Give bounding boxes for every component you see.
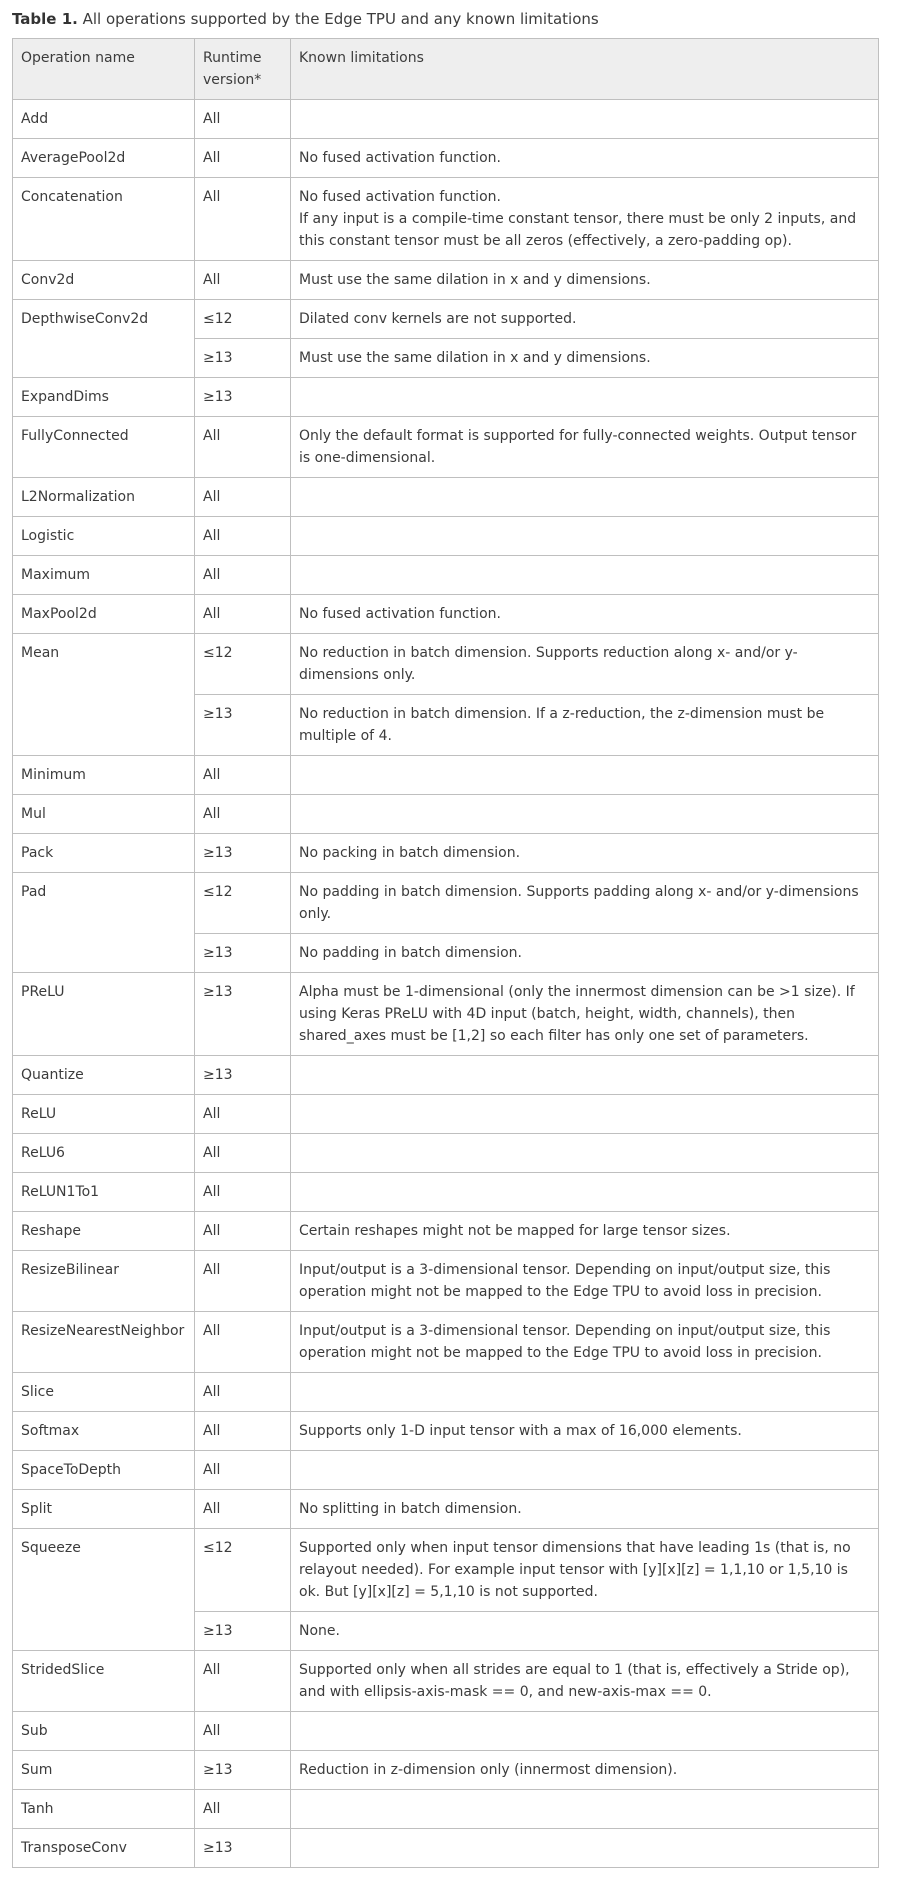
runtime-version-cell: All (195, 1412, 291, 1451)
known-limitations-cell (291, 1373, 879, 1412)
known-limitations-cell: Supported only when all strides are equal to 1 (that is, effectively a Stride op), and with ellipsis-axis-mask == 0, and new-axis-max == 0. (291, 1651, 879, 1712)
known-limitations-cell: Supports only 1-D input tensor with a max of 16,000 elements. (291, 1412, 879, 1451)
operation-name-cell: Mean (13, 634, 195, 756)
table-row (13, 1056, 879, 1095)
runtime-version-cell: All (195, 139, 291, 178)
table-header-row (13, 39, 879, 100)
table-row (13, 100, 879, 139)
known-limitations-cell: Alpha must be 1-dimensional (only the innermost dimension can be >1 size). If using Keras PReLU with 4D input (batch, height, width, channels), then shared_axes must be [1,2] so each filter has only one set of parameters. (291, 973, 879, 1056)
known-limitations-cell (291, 378, 879, 417)
known-limitations-cell (291, 478, 879, 517)
runtime-version-cell: ≥13 (195, 934, 291, 973)
table-caption-text: All operations supported by the Edge TPU and any known limitations (82, 10, 599, 28)
runtime-version-cell: All (195, 261, 291, 300)
table-row (13, 1373, 879, 1412)
runtime-version-cell: ≥13 (195, 1829, 291, 1868)
table-row (13, 873, 879, 934)
runtime-version-cell: ≤12 (195, 873, 291, 934)
table-row (13, 139, 879, 178)
table-row (13, 1251, 879, 1312)
operation-name-cell: PReLU (13, 973, 195, 1056)
runtime-version-cell: All (195, 178, 291, 261)
runtime-version-cell: ≥13 (195, 1751, 291, 1790)
known-limitations-cell: No packing in batch dimension. (291, 834, 879, 873)
table-row (13, 178, 879, 261)
runtime-version-cell: All (195, 478, 291, 517)
operation-name-cell: StridedSlice (13, 1651, 195, 1712)
table-row (13, 478, 879, 517)
table-row (13, 1095, 879, 1134)
runtime-version-cell: All (195, 556, 291, 595)
table-row (13, 1712, 879, 1751)
operation-name-cell: Sub (13, 1712, 195, 1751)
table-row (13, 417, 879, 478)
table-row (13, 1490, 879, 1529)
runtime-version-cell: All (195, 1651, 291, 1712)
operation-name-cell: Squeeze (13, 1529, 195, 1651)
table-row (13, 1829, 879, 1868)
operation-name-cell: FullyConnected (13, 417, 195, 478)
known-limitations-cell (291, 756, 879, 795)
operation-name-cell: ResizeBilinear (13, 1251, 195, 1312)
table-row (13, 795, 879, 834)
operation-name-cell: Minimum (13, 756, 195, 795)
known-limitations-cell: No reduction in batch dimension. If a z-reduction, the z-dimension must be multiple of 4. (291, 695, 879, 756)
operation-name-cell: Split (13, 1490, 195, 1529)
table-row (13, 1412, 879, 1451)
table-body (13, 100, 879, 1868)
known-limitations-cell (291, 1790, 879, 1829)
runtime-version-cell: All (195, 1312, 291, 1373)
table-row (13, 756, 879, 795)
known-limitations-cell: Input/output is a 3-dimensional tensor. Depending on input/output size, this operation might not be mapped to the Edge TPU to avoid loss in precision. (291, 1312, 879, 1373)
known-limitations-cell: Must use the same dilation in x and y dimensions. (291, 261, 879, 300)
header-runtime-version: Runtime version* (195, 39, 291, 100)
operation-name-cell: L2Normalization (13, 478, 195, 517)
table-row (13, 378, 879, 417)
table-row (13, 1134, 879, 1173)
operation-name-cell: Quantize (13, 1056, 195, 1095)
known-limitations-cell: No fused activation function. If any input is a compile-time constant tensor, there must be only 2 inputs, and this constant tensor must be all zeros (effectively, a zero-padding op). (291, 178, 879, 261)
known-limitations-cell: Only the default format is supported for fully-connected weights. Output tensor is one-dimensional. (291, 417, 879, 478)
runtime-version-cell: All (195, 1251, 291, 1312)
table-row (13, 300, 879, 339)
runtime-version-cell: ≥13 (195, 339, 291, 378)
runtime-version-cell: All (195, 1790, 291, 1829)
operation-name-cell: Tanh (13, 1790, 195, 1829)
operation-name-cell: ReLU (13, 1095, 195, 1134)
runtime-version-cell: All (195, 1712, 291, 1751)
table-row (13, 517, 879, 556)
known-limitations-cell: Certain reshapes might not be mapped for large tensor sizes. (291, 1212, 879, 1251)
table-row (13, 1651, 879, 1712)
operations-table (12, 38, 879, 1868)
table-caption (12, 8, 599, 30)
runtime-version-cell: All (195, 1451, 291, 1490)
known-limitations-cell: No splitting in batch dimension. (291, 1490, 879, 1529)
operation-name-cell: ReLUN1To1 (13, 1173, 195, 1212)
known-limitations-cell: Dilated conv kernels are not supported. (291, 300, 879, 339)
runtime-version-cell: All (195, 756, 291, 795)
runtime-version-cell: ≥13 (195, 834, 291, 873)
operation-name-cell: Softmax (13, 1412, 195, 1451)
known-limitations-cell: No fused activation function. (291, 139, 879, 178)
runtime-version-cell: All (195, 1373, 291, 1412)
runtime-version-cell: All (195, 595, 291, 634)
operation-name-cell: DepthwiseConv2d (13, 300, 195, 378)
operation-name-cell: AveragePool2d (13, 139, 195, 178)
table-row (13, 973, 879, 1056)
table-row (13, 1312, 879, 1373)
operation-name-cell: TransposeConv (13, 1829, 195, 1868)
runtime-version-cell: All (195, 1095, 291, 1134)
known-limitations-cell (291, 556, 879, 595)
known-limitations-cell (291, 795, 879, 834)
header-operation-name: Operation name (13, 39, 195, 100)
known-limitations-cell: Input/output is a 3-dimensional tensor. Depending on input/output size, this operation might not be mapped to the Edge TPU to avoid loss in precision. (291, 1251, 879, 1312)
known-limitations-cell: No padding in batch dimension. (291, 934, 879, 973)
table-row (13, 1751, 879, 1790)
operation-name-cell: Slice (13, 1373, 195, 1412)
table-row (13, 1173, 879, 1212)
operation-name-cell: Mul (13, 795, 195, 834)
runtime-version-cell: All (195, 100, 291, 139)
known-limitations-cell (291, 100, 879, 139)
operation-name-cell: ResizeNearestNeighbor (13, 1312, 195, 1373)
runtime-version-cell: ≥13 (195, 695, 291, 756)
operation-name-cell: Conv2d (13, 261, 195, 300)
known-limitations-cell: Must use the same dilation in x and y dimensions. (291, 339, 879, 378)
known-limitations-cell: Supported only when input tensor dimensions that have leading 1s (that is, no relayout needed). For example input tensor with [y][x][z] = 1,1,10 or 1,5,10 is ok. But [y][x][z] = 5,1,10 is not supported. (291, 1529, 879, 1612)
runtime-version-cell: All (195, 795, 291, 834)
runtime-version-cell: ≥13 (195, 378, 291, 417)
known-limitations-cell (291, 1134, 879, 1173)
operation-name-cell: Pad (13, 873, 195, 973)
known-limitations-cell (291, 1829, 879, 1868)
table-row (13, 634, 879, 695)
runtime-version-cell: All (195, 417, 291, 478)
operation-name-cell: Reshape (13, 1212, 195, 1251)
table-row (13, 595, 879, 634)
runtime-version-cell: All (195, 1134, 291, 1173)
known-limitations-cell (291, 1173, 879, 1212)
operation-name-cell: SpaceToDepth (13, 1451, 195, 1490)
known-limitations-cell: None. (291, 1612, 879, 1651)
known-limitations-cell: No padding in batch dimension. Supports padding along x- and/or y-dimensions only. (291, 873, 879, 934)
table-row (13, 834, 879, 873)
runtime-version-cell: All (195, 1490, 291, 1529)
runtime-version-cell: ≥13 (195, 1056, 291, 1095)
runtime-version-cell: ≥13 (195, 1612, 291, 1651)
operation-name-cell: Maximum (13, 556, 195, 595)
known-limitations-cell (291, 517, 879, 556)
operation-name-cell: Sum (13, 1751, 195, 1790)
known-limitations-cell (291, 1095, 879, 1134)
table-row (13, 1790, 879, 1829)
table-row (13, 1529, 879, 1612)
table-row (13, 1212, 879, 1251)
runtime-version-cell: ≤12 (195, 300, 291, 339)
known-limitations-cell (291, 1451, 879, 1490)
known-limitations-cell: Reduction in z-dimension only (innermost dimension). (291, 1751, 879, 1790)
known-limitations-cell (291, 1056, 879, 1095)
table-row (13, 261, 879, 300)
runtime-version-cell: ≤12 (195, 1529, 291, 1612)
header-known-limitations: Known limitations (291, 39, 879, 100)
table-row (13, 1451, 879, 1490)
operation-name-cell: ExpandDims (13, 378, 195, 417)
known-limitations-cell: No fused activation function. (291, 595, 879, 634)
known-limitations-cell: No reduction in batch dimension. Supports reduction along x- and/or y-dimensions only. (291, 634, 879, 695)
operation-name-cell: Add (13, 100, 195, 139)
runtime-version-cell: All (195, 517, 291, 556)
known-limitations-cell (291, 1712, 879, 1751)
operation-name-cell: Pack (13, 834, 195, 873)
operation-name-cell: ReLU6 (13, 1134, 195, 1173)
operation-name-cell: Concatenation (13, 178, 195, 261)
operation-name-cell: MaxPool2d (13, 595, 195, 634)
runtime-version-cell: ≤12 (195, 634, 291, 695)
table-caption-label: Table 1. (12, 10, 78, 28)
runtime-version-cell: ≥13 (195, 973, 291, 1056)
table-row (13, 556, 879, 595)
operation-name-cell: Logistic (13, 517, 195, 556)
runtime-version-cell: All (195, 1173, 291, 1212)
runtime-version-cell: All (195, 1212, 291, 1251)
